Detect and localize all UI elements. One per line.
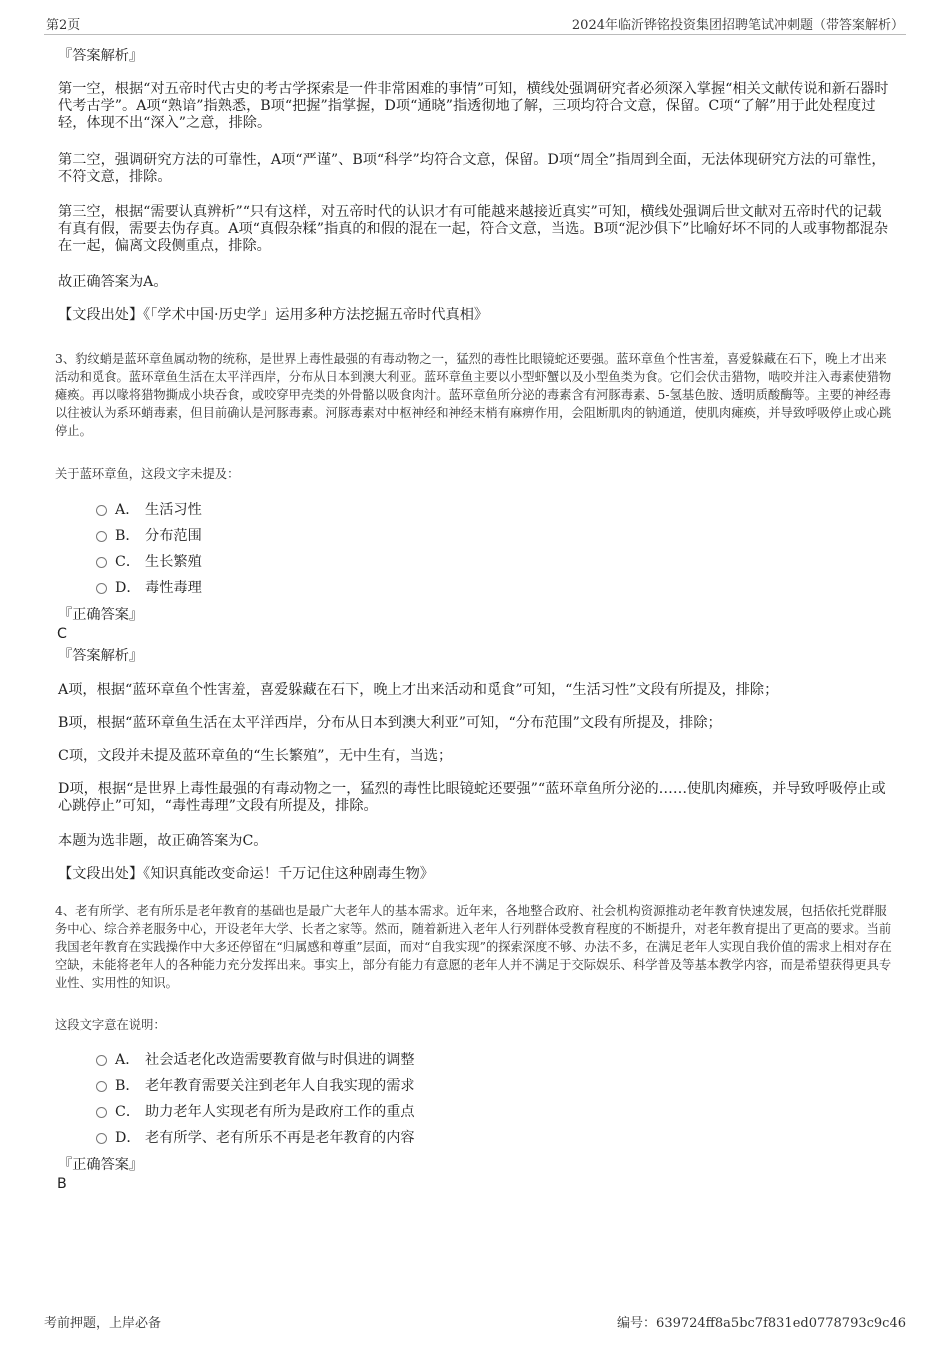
footer-slogan: 考前押题，上岸必备 bbox=[44, 1316, 162, 1331]
analysis-option-b: B项，根据“蓝环章鱼生活在太平洋西岸，分布从日本到澳大利亚”可知，“分布范围”文段有所提及，排除； bbox=[58, 715, 722, 731]
analysis-paragraph-1: 第一空，根据“对五帝时代古史的考古学探索是一件非常困难的事情”可知，横线处强调研究者必须深入掌握“相关文献传说和新石器时代考古学”。A项“熟谙”指熟悉，B项“把握”指掌握，D项“通晓”指透彻地了解，三项均符合文意，保留。C项“了解”用于此处程度过轻，体现不出“深入”之意，排除。 bbox=[58, 81, 889, 131]
radio-icon[interactable] bbox=[96, 1133, 107, 1144]
page-footer bbox=[44, 1312, 906, 1332]
radio-icon[interactable] bbox=[96, 583, 107, 594]
radio-icon[interactable] bbox=[96, 531, 107, 542]
analysis-conclusion: 故正确答案为A。 bbox=[58, 274, 168, 290]
analysis-option-a: A项，根据“蓝环章鱼个性害羞，喜爱躲藏在石下，晚上才出来活动和觅食”可知，“生活习性”文段有所提及，排除； bbox=[58, 682, 779, 698]
radio-icon[interactable] bbox=[96, 1107, 107, 1118]
question-4-option-c[interactable]: C． 助力老年人实现老有所为是政府工作的重点 bbox=[96, 1104, 415, 1121]
analysis-option-c: C项，文段并未提及蓝环章鱼的“生长繁殖”，无中生有，当选； bbox=[58, 748, 453, 764]
radio-icon[interactable] bbox=[96, 1055, 107, 1066]
radio-icon[interactable] bbox=[96, 557, 107, 568]
question-4-option-b[interactable]: B． 老年教育需要关注到老年人自我实现的需求 bbox=[96, 1078, 415, 1095]
question-3-text: 3、豹纹蛸是蓝环章鱼属动物的统称，是世界上毒性最强的有毒动物之一，猛烈的毒性比眼镜蛇还要强。蓝环章鱼个性害羞，喜爱躲藏在石下，晚上才出来活动和觅食。蓝环章鱼生活在太平洋西岸，分布从日本到澳大利亚。蓝环章鱼主要以小型虾蟹以及小型鱼类为食。它们会伏击猎物，啮咬并注入毒素使猎物瘫痪。再以喙将猎物撕成小块吞食，或咬穿甲壳类的外骨骼以吸食肉汁。蓝环章鱼所分泌的毒素含有河豚毒素、5-氢基色胺、透明质酸酶等。主要的神经毒以往被认为系环蛸毒素，但目前确认是河豚毒素。河豚毒素对中枢神经和神经末梢有麻痹作用，会阻断肌肉的钠通道，使肌肉瘫痪，并导致呼吸停止或心跳停止。 bbox=[55, 352, 892, 438]
question-4-prompt: 这段文字意在说明： bbox=[55, 1018, 166, 1032]
question-3-prompt: 关于蓝环章鱼，这段文字未提及： bbox=[55, 467, 240, 481]
page-header bbox=[44, 14, 906, 35]
analysis-conclusion: 本题为选非题，故正确答案为C。 bbox=[58, 833, 268, 849]
question-3-option-d[interactable]: D． 毒性毒理 bbox=[96, 580, 202, 597]
analysis-paragraph-3: 第三空，根据“需要认真辨析”“只有这样，对五帝时代的认识才有可能越来越接近真实”可知，横线处强调后世文献对五帝时代的记载有真有假，需要去伪存真。A项“真假杂糅”指真的和假的混在一起，符合文意，当选。B项“泥沙俱下”比喻好坏不同的人或事物都混杂在一起，偏离文段侧重点，排除。 bbox=[58, 204, 889, 254]
question-4-option-a[interactable]: A． 社会适老化改造需要教育做与时俱进的调整 bbox=[96, 1052, 415, 1069]
radio-icon[interactable] bbox=[96, 505, 107, 516]
correct-answer: C bbox=[57, 626, 67, 642]
analysis-label: 『答案解析』 bbox=[58, 648, 144, 664]
question-4-option-d[interactable]: D． 老有所学、老有所乐不再是老年教育的内容 bbox=[96, 1130, 415, 1147]
radio-icon[interactable] bbox=[96, 1081, 107, 1092]
analysis-label: 『答案解析』 bbox=[58, 48, 144, 64]
analysis-option-d: D项，根据“是世界上毒性最强的有毒动物之一，猛烈的毒性比眼镜蛇还要强”“蓝环章鱼所分泌的……使肌肉瘫痪，并导致呼吸停止或心跳停止”可知，“毒性毒理”文段有所提及，排除。 bbox=[58, 781, 886, 814]
question-4-text: 4、老有所学、老有所乐是老年教育的基础也是最广大老年人的基本需求。近年来，各地整合政府、社会机构资源推动老年教育快速发展，包括依托党群服务中心、综合养老服务中心，开设老年大学、长者之家等。然而，随着新进入老年人行列群体受教育程度的不断提升，对老年教育提出了更高的要求。当前我国老年教育在实践操作中大多还停留在“归属感和尊重”层面，而对“自我实现”的探索深度不够、办法不多，在满足老年人实现自我价值的需求上相对存在空缺，未能将老年人的各种能力充分发挥出来。事实上，部分有能力有意愿的老年人并不满足于交际娱乐、科学普及等基本教学内容，而是希望获得更具专业性、实用性的知识。 bbox=[55, 904, 892, 990]
correct-answer-label: 『正确答案』 bbox=[58, 1157, 144, 1173]
passage-source: 【文段出处】《知识真能改变命运！千万记住这种剧毒生物》 bbox=[58, 866, 434, 882]
correct-answer-label: 『正确答案』 bbox=[58, 607, 144, 623]
question-3-option-a[interactable]: A． 生活习性 bbox=[96, 502, 202, 519]
question-3-option-c[interactable]: C． 生长繁殖 bbox=[96, 554, 202, 571]
document-title: 2024年临沂铧铭投资集团招聘笔试冲刺题（带答案解析） bbox=[571, 18, 904, 33]
analysis-paragraph-2: 第二空，强调研究方法的可靠性，A项“严谨”、B项“科学”均符合文意，保留。D项“周全”指周到全面，无法体现研究方法的可靠性，不符文意，排除。 bbox=[58, 152, 886, 185]
passage-source: 【文段出处】《「学术中国·历史学」运用多种方法挖掘五帝时代真相》 bbox=[58, 307, 489, 323]
correct-answer: B bbox=[57, 1176, 67, 1192]
page-number: 第2页 bbox=[46, 18, 81, 33]
question-3-option-b[interactable]: B． 分布范围 bbox=[96, 528, 202, 545]
document-id: 编号：639724ff8a5bc7f831ed0778793c9c46 bbox=[617, 1316, 906, 1331]
